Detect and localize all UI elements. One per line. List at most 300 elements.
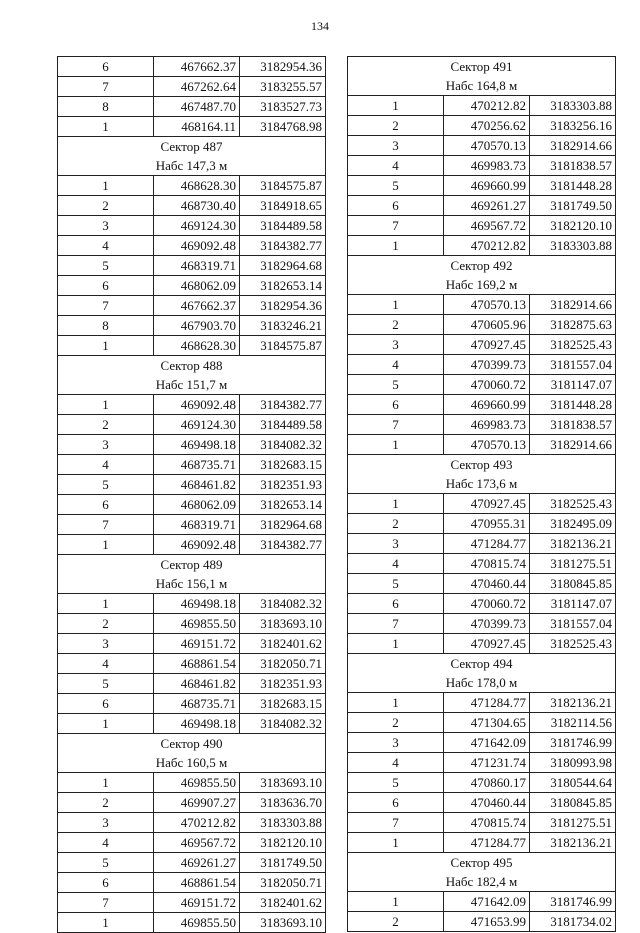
point-number: 4 [58,654,154,674]
coordinate-x: 468861.54 [154,873,240,893]
sector-header-row [58,356,326,376]
point-number: 1 [58,395,154,415]
table-row [58,694,326,714]
coordinate-x: 471304.65 [444,713,530,733]
sector-header-row [348,654,616,674]
table-row [58,873,326,893]
point-number: 3 [58,634,154,654]
table-row [348,713,616,733]
coordinate-x: 470570.13 [444,295,530,315]
coordinate-y: 3183303.88 [240,813,326,833]
coordinate-x: 470860.17 [444,773,530,793]
sector-height: Набс 182,4 м [348,872,616,892]
coordinate-x: 470256.62 [444,116,530,136]
coordinate-x: 468628.30 [154,176,240,196]
coordinate-y: 3184382.77 [240,535,326,555]
point-number: 7 [348,216,444,236]
sector-height-row [348,474,616,494]
point-number: 1 [58,594,154,614]
point-number: 2 [58,196,154,216]
sector-height: Набс 178,0 м [348,673,616,693]
sector-title: Сектор 494 [348,654,616,674]
point-number: 5 [58,256,154,276]
coordinate-x: 469498.18 [154,714,240,734]
sector-height-row [58,375,326,395]
point-number: 2 [348,315,444,335]
coordinate-y: 3183256.16 [530,116,616,136]
point-number: 2 [348,713,444,733]
point-number: 4 [58,455,154,475]
point-number: 6 [58,873,154,893]
coordinate-y: 3182401.62 [240,634,326,654]
point-number: 3 [348,136,444,156]
coordinate-y: 3182525.43 [530,634,616,654]
point-number: 1 [348,693,444,713]
point-number: 1 [58,773,154,793]
coordinate-y: 3181147.07 [530,594,616,614]
coordinate-y: 3181275.51 [530,813,616,833]
coordinate-x: 467487.70 [154,97,240,117]
point-number: 6 [58,495,154,515]
point-number: 3 [348,335,444,355]
point-number: 5 [58,674,154,694]
point-number: 3 [348,534,444,554]
coordinate-x: 471284.77 [444,693,530,713]
sector-title: Сектор 491 [348,57,616,77]
coordinate-y: 3182653.14 [240,495,326,515]
coordinate-y: 3183527.73 [240,97,326,117]
coordinate-x: 467262.64 [154,77,240,97]
table-row [348,614,616,634]
coordinate-x: 468062.09 [154,276,240,296]
table-row [348,375,616,395]
coordinate-y: 3182525.43 [530,335,616,355]
coordinate-y: 3184082.32 [240,435,326,455]
point-number: 2 [348,514,444,534]
coordinate-x: 468319.71 [154,256,240,276]
coordinate-x: 470399.73 [444,355,530,375]
coordinate-x: 471642.09 [444,733,530,753]
coordinate-y: 3184768.98 [240,117,326,137]
table-row [58,793,326,813]
table-row [348,892,616,912]
coordinate-x: 470815.74 [444,813,530,833]
table-row [348,295,616,315]
point-number: 7 [58,893,154,913]
coordinate-x: 469567.72 [154,833,240,853]
sector-height-row [348,673,616,693]
coordinate-y: 3184382.77 [240,236,326,256]
table-row [58,256,326,276]
table-row [348,753,616,773]
coordinate-x: 471642.09 [444,892,530,912]
table-row [58,674,326,694]
coordinate-y: 3183693.10 [240,614,326,634]
table-row [348,96,616,116]
coordinate-y: 3180845.85 [530,574,616,594]
coordinate-y: 3183246.21 [240,316,326,336]
coordinate-y: 3183693.10 [240,773,326,793]
table-row [348,793,616,813]
coordinate-y: 3182954.36 [240,296,326,316]
coordinate-y: 3182964.68 [240,515,326,535]
point-number: 5 [348,773,444,793]
sector-height-row [58,753,326,773]
table-row [348,813,616,833]
coordinates-table-left [57,56,326,933]
coordinate-x: 469567.72 [444,216,530,236]
table-row [348,594,616,614]
table-row [58,614,326,634]
sector-height: Набс 147,3 м [58,156,326,176]
coordinate-x: 470212.82 [444,236,530,256]
table-row [58,435,326,455]
coordinate-y: 3181749.50 [530,196,616,216]
table-row [348,355,616,375]
table-row [348,196,616,216]
table-row [348,335,616,355]
point-number: 6 [58,694,154,714]
coordinate-x: 470570.13 [444,435,530,455]
sector-height: Набс 164,8 м [348,76,616,96]
coordinate-x: 469092.48 [154,535,240,555]
coordinate-x: 469855.50 [154,913,240,933]
coordinate-y: 3182050.71 [240,873,326,893]
coordinate-x: 469660.99 [444,176,530,196]
table-row [348,534,616,554]
coordinate-y: 3182351.93 [240,674,326,694]
point-number: 3 [58,216,154,236]
sector-title: Сектор 493 [348,455,616,475]
coordinate-x: 471231.74 [444,753,530,773]
point-number: 1 [348,236,444,256]
coordinate-y: 3181746.99 [530,892,616,912]
table-row [348,634,616,654]
table-row [58,773,326,793]
sector-title: Сектор 495 [348,853,616,873]
coordinate-x: 469983.73 [444,415,530,435]
point-number: 7 [58,77,154,97]
coordinate-y: 3181838.57 [530,156,616,176]
coordinate-x: 470399.73 [444,614,530,634]
table-row [348,514,616,534]
coordinate-y: 3181557.04 [530,614,616,634]
point-number: 6 [348,793,444,813]
table-row [58,415,326,435]
sector-height: Набс 169,2 м [348,275,616,295]
coordinate-x: 470927.45 [444,335,530,355]
sector-header-row [348,853,616,873]
coordinate-x: 470212.82 [154,813,240,833]
point-number: 7 [58,296,154,316]
coordinate-x: 468319.71 [154,515,240,535]
point-number: 1 [348,435,444,455]
coordinate-x: 469092.48 [154,395,240,415]
coordinate-x: 468164.11 [154,117,240,137]
coordinate-x: 469151.72 [154,893,240,913]
table-row [348,494,616,514]
coordinate-y: 3184918.65 [240,196,326,216]
coordinate-x: 470927.45 [444,494,530,514]
table-row [348,773,616,793]
table-row [58,833,326,853]
coordinate-x: 471284.77 [444,833,530,853]
coordinate-x: 470060.72 [444,375,530,395]
table-row [58,117,326,137]
table-row [58,236,326,256]
table-row [58,176,326,196]
point-number: 2 [58,793,154,813]
sector-height: Набс 160,5 м [58,753,326,773]
coordinate-x: 470060.72 [444,594,530,614]
coordinate-y: 3182683.15 [240,694,326,714]
coordinate-x: 470605.96 [444,315,530,335]
point-number: 1 [58,336,154,356]
table-row [58,535,326,555]
point-number: 5 [348,375,444,395]
point-number: 7 [348,614,444,634]
coordinate-y: 3181448.28 [530,395,616,415]
sector-title: Сектор 492 [348,256,616,276]
coordinate-y: 3182351.93 [240,475,326,495]
coordinate-y: 3182914.66 [530,435,616,455]
coordinate-y: 3184489.58 [240,216,326,236]
coordinate-x: 467662.37 [154,57,240,77]
table-row [58,276,326,296]
coordinate-y: 3182120.10 [240,833,326,853]
coordinate-y: 3180845.85 [530,793,616,813]
coordinate-y: 3183693.10 [240,913,326,933]
coordinate-x: 469855.50 [154,614,240,634]
sector-height: Набс 173,6 м [348,474,616,494]
table-row [58,813,326,833]
table-row [58,515,326,535]
coordinate-y: 3182114.56 [530,713,616,733]
coordinate-x: 470570.13 [444,136,530,156]
point-number: 6 [348,196,444,216]
point-number: 3 [348,733,444,753]
table-row [348,136,616,156]
table-row [348,574,616,594]
coordinate-x: 469855.50 [154,773,240,793]
coordinate-y: 3182914.66 [530,136,616,156]
table-row [58,296,326,316]
coordinate-x: 470815.74 [444,554,530,574]
coordinate-y: 3182964.68 [240,256,326,276]
coordinate-y: 3182136.21 [530,534,616,554]
coordinate-y: 3181557.04 [530,355,616,375]
point-number: 3 [58,435,154,455]
coordinate-x: 469092.48 [154,236,240,256]
point-number: 8 [58,97,154,117]
point-number: 4 [58,236,154,256]
table-row [58,475,326,495]
table-row [58,654,326,674]
point-number: 4 [348,355,444,375]
coordinate-y: 3183255.57 [240,77,326,97]
coordinate-x: 469498.18 [154,435,240,455]
coordinate-y: 3182683.15 [240,455,326,475]
coordinate-y: 3182050.71 [240,654,326,674]
coordinate-y: 3184382.77 [240,395,326,415]
table-row [58,97,326,117]
table-row [58,77,326,97]
point-number: 2 [58,614,154,634]
coordinate-x: 469660.99 [444,395,530,415]
sector-header-row [348,57,616,77]
sector-header-row [58,555,326,575]
point-number: 7 [348,415,444,435]
coordinate-x: 468628.30 [154,336,240,356]
table-row [58,316,326,336]
point-number: 2 [348,116,444,136]
coordinate-y: 3181147.07 [530,375,616,395]
table-row [348,912,616,932]
coordinate-x: 470927.45 [444,634,530,654]
point-number: 5 [348,574,444,594]
sector-header-row [348,256,616,276]
table-row [58,196,326,216]
point-number: 4 [58,833,154,853]
coordinate-x: 470460.44 [444,574,530,594]
coordinate-y: 3181275.51 [530,554,616,574]
table-row [58,57,326,77]
table-row [58,714,326,734]
point-number: 4 [348,156,444,176]
point-number: 1 [58,714,154,734]
point-number: 2 [348,912,444,932]
sector-title: Сектор 490 [58,734,326,754]
point-number: 1 [58,535,154,555]
point-number: 4 [348,753,444,773]
point-number: 1 [348,295,444,315]
coordinate-x: 469983.73 [444,156,530,176]
sector-height-row [58,156,326,176]
table-row [58,336,326,356]
table-row [58,913,326,933]
coordinate-x: 469124.30 [154,415,240,435]
coordinate-y: 3180544.64 [530,773,616,793]
point-number: 2 [58,415,154,435]
sector-height-row [348,872,616,892]
point-number: 7 [348,813,444,833]
coordinate-y: 3183636.70 [240,793,326,813]
coordinates-table-right [347,56,616,932]
point-number: 3 [58,813,154,833]
table-row [348,116,616,136]
table-row [58,634,326,654]
sector-height: Набс 151,7 м [58,375,326,395]
coordinate-y: 3182136.21 [530,693,616,713]
coordinate-x: 468735.71 [154,455,240,475]
point-number: 1 [348,892,444,912]
table-row [348,236,616,256]
sector-height-row [348,275,616,295]
coordinate-y: 3181448.28 [530,176,616,196]
coordinate-y: 3182914.66 [530,295,616,315]
point-number: 1 [348,494,444,514]
sector-header-row [58,137,326,157]
coordinate-y: 3181749.50 [240,853,326,873]
coordinate-y: 3181746.99 [530,733,616,753]
point-number: 6 [58,276,154,296]
coordinate-y: 3180993.98 [530,753,616,773]
table-row [348,693,616,713]
table-row [348,216,616,236]
point-number: 4 [348,554,444,574]
table-row [348,395,616,415]
coordinate-x: 469261.27 [154,853,240,873]
coordinate-x: 469907.27 [154,793,240,813]
coordinate-x: 470955.31 [444,514,530,534]
point-number: 5 [58,853,154,873]
coordinate-y: 3184575.87 [240,176,326,196]
coordinate-x: 467903.70 [154,316,240,336]
coordinate-y: 3182495.09 [530,514,616,534]
table-row [348,554,616,574]
coordinate-x: 468062.09 [154,495,240,515]
coordinate-y: 3182120.10 [530,216,616,236]
point-number: 1 [348,96,444,116]
coordinate-x: 468735.71 [154,694,240,714]
table-row [348,315,616,335]
point-number: 1 [348,634,444,654]
point-number: 1 [58,176,154,196]
table-row [58,495,326,515]
coordinate-y: 3181838.57 [530,415,616,435]
page-number: 134 [311,19,329,33]
sector-title: Сектор 488 [58,356,326,376]
coordinate-x: 468461.82 [154,475,240,495]
table-row [58,594,326,614]
coordinate-x: 470212.82 [444,96,530,116]
table-row [58,395,326,415]
coordinate-x: 470460.44 [444,793,530,813]
point-number: 8 [58,316,154,336]
sector-height: Набс 156,1 м [58,574,326,594]
sector-title: Сектор 489 [58,555,326,575]
coordinate-x: 469261.27 [444,196,530,216]
coordinate-y: 3184082.32 [240,714,326,734]
coordinate-y: 3182136.21 [530,833,616,853]
point-number: 6 [348,594,444,614]
table-row [348,176,616,196]
coordinate-x: 467662.37 [154,296,240,316]
coordinate-y: 3182525.43 [530,494,616,514]
coordinate-y: 3182875.63 [530,315,616,335]
coordinate-y: 3182653.14 [240,276,326,296]
sector-title: Сектор 487 [58,137,326,157]
point-number: 5 [348,176,444,196]
table-row [58,455,326,475]
table-row [348,156,616,176]
point-number: 1 [348,833,444,853]
table-row [348,415,616,435]
coordinate-x: 471653.99 [444,912,530,932]
coordinate-x: 471284.77 [444,534,530,554]
point-number: 7 [58,515,154,535]
table-row [348,435,616,455]
point-number: 6 [348,395,444,415]
coordinate-y: 3181734.02 [530,912,616,932]
coordinate-y: 3182954.36 [240,57,326,77]
table-row [58,216,326,236]
coordinate-y: 3182401.62 [240,893,326,913]
sector-header-row [58,734,326,754]
table-row [348,733,616,753]
point-number: 6 [58,57,154,77]
coordinate-x: 469498.18 [154,594,240,614]
